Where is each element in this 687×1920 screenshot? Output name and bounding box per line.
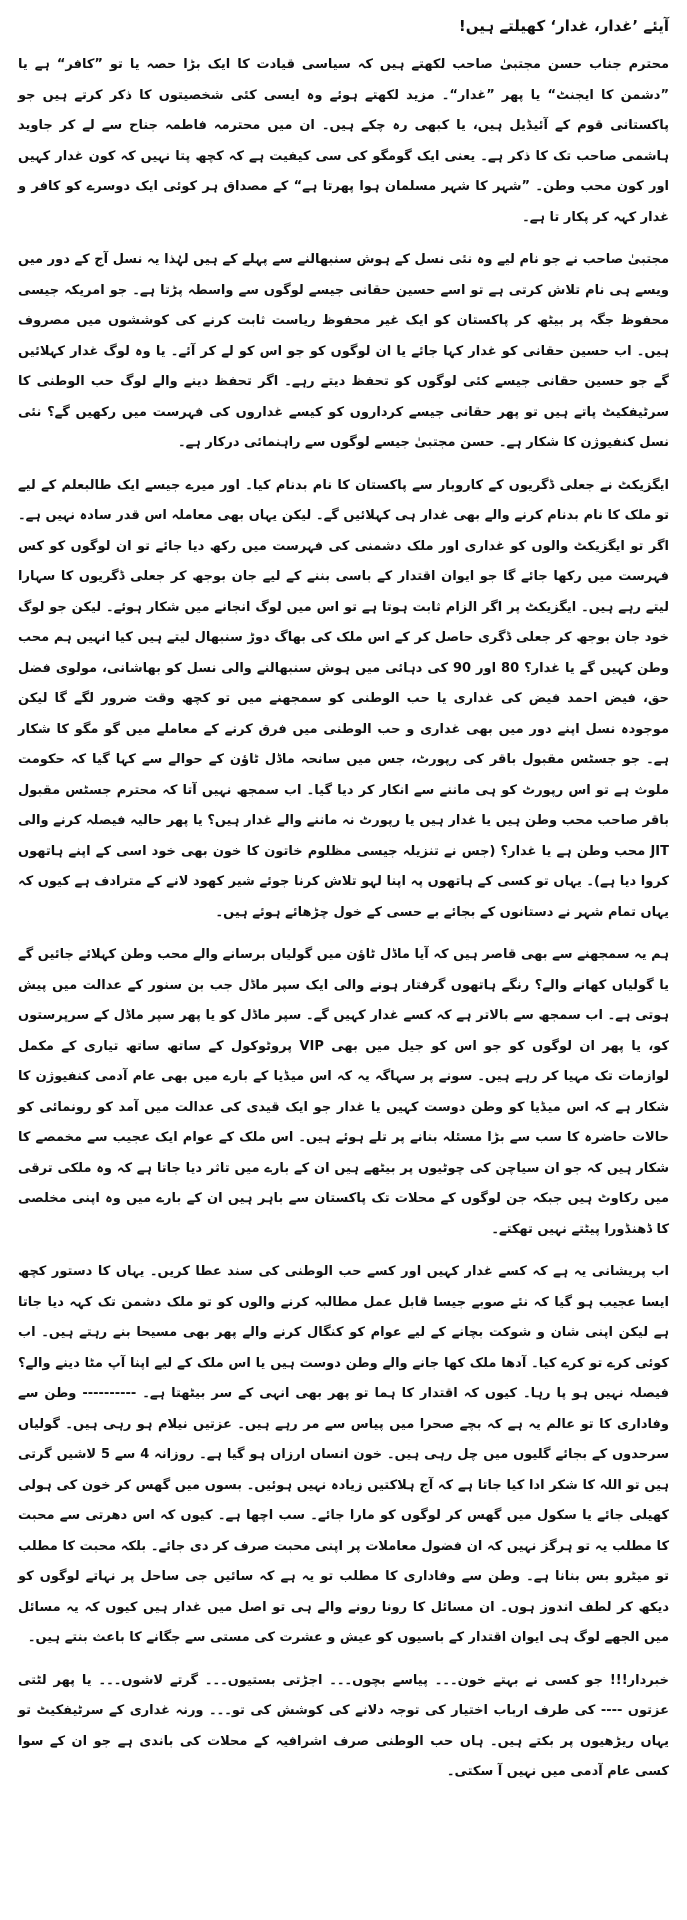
article-paragraph-6: خبردار!!! جو کسی نے بہتے خون۔۔۔ پیاسے بچوں۔۔۔ اجڑتی بستیوں۔۔۔ گرتے لاشوں۔۔۔ یا پھر لٹتی عزتوں ---- کی طرف ارباب اختیار کی توجہ دلانے کی کوشش کی تو۔۔۔ ورنہ غداری کے سرٹیفکیٹ تو یہاں ریڑھیوں پر بکتے ہیں۔ ہاں حب الوطنی صرف اشرافیہ کے محلات کی باندی ہے جو ان کے سوا کسی عام آدمی میں نہیں آ سکتی۔	[18, 1672, 669, 1779]
article-title: آیئے ’غدار، غدار‘ کھیلتے ہیں!	[458, 17, 669, 35]
article-paragraph-5: اب پریشانی یہ ہے کہ کسے غدار کہیں اور کسے حب الوطنی کی سند عطا کریں۔ یہاں کا دستور کچھ ایسا عجیب ہو گیا کہ نئے صوبے جیسا قابل عمل مطالبہ کرنے والوں کو تو ملک دشمن تک کہہ دیا جاتا ہے لیکن اپنی شان و شوکت بچانے کے لیے عوام کو کنگال کرنے والے پھر بھی مسیحا بنے رہتے ہیں۔ اب کوئی کرے تو کرے کیا۔ آدھا ملک کھا جانے والے وطن دوست ہیں یا اس ملک کے لیے اپنا آپ مٹا دینے والے؟ فیصلہ نہیں ہو پا رہا۔ کیوں کہ اقتدار کا ہما تو پھر بھی انہی کے سر بیٹھتا ہے۔ ---------- وطن سے وفاداری کا تو عالم یہ ہے کہ بچے صحرا میں پیاس سے مر رہے ہیں۔ عزتیں نیلام ہو رہی ہیں۔ گولیاں سرحدوں کے بجائے گلیوں میں چل رہی ہیں۔ خون انساں ارزاں ہو گیا ہے۔ روزانہ 4 سے 5 لاشیں گرتی ہیں تو اللہ کا شکر ادا کیا جاتا ہے کہ آج ہلاکتیں زیادہ نہیں ہوئیں۔ بسوں میں گھس کر خون کی ہولی کھیلی جائے یا سکول میں گھس کر لوگوں کو مارا جائے۔ سب اچھا ہے۔ کیوں کہ اس دھرتی سے محبت کا مطلب یہ تو ہرگز نہیں کہ ان فضول معاملات پر اپنی محبت صرف کر دی جائے۔ بلکہ محبت کا مطلب تو میٹرو بس بنانا ہے۔ وطن سے وفاداری کا مطلب تو یہ ہے کہ سائیں جی ساحل پر نہاتے لوگوں کو دیکھ کر لطف اندوز ہوں۔ ان مسائل کا رونا رونے والے ہی تو اصل میں غدار ہیں کیوں کہ یہ مسائل میں الجھے لوگ ہی ایوان اقتدار کے باسیوں کو عیش و عشرت کی مستی سے جگانے کا باعث بنتے ہیں۔	[18, 1264, 670, 1645]
article-paragraph-2: مجتبیٰ صاحب نے جو نام لیے وہ نئی نسل کے ہوش سنبھالنے سے پہلے کے ہیں لہٰذا یہ نسل آج کے دور میں ویسے ہی نام تلاش کرتی ہے تو اسے حسین حقانی جیسے لوگوں سے واسطہ پڑتا ہے۔ جو امریکہ جیسی محفوظ جگہ پر بیٹھ کر پاکستان کو ایک غیر محفوظ ریاست ثابت کرنے کی کوششوں میں مصروف ہیں۔ اب حسین حقانی کو غدار کہا جائے یا ان لوگوں کو جو اس کو لے کر آئے۔ یا وہ لوگ غدار کہلائیں گے جو حسین حقانی جیسے کئی لوگوں کو تحفظ دیتے رہے۔ اگر تحفظ دینے والے لوگ حب الوطنی کا سرٹیفکیٹ پاتے ہیں تو پھر حقانی جیسے کرداروں کو کیسے غداروں کی فہرست میں رکھیں گے؟ نئی نسل کنفیوژن کا شکار ہے۔ حسن مجتبیٰ جیسے لوگوں سے راہنمائی درکار ہے۔	[18, 252, 669, 450]
article-paragraph-1: محترم جناب حسن مجتبیٰ صاحب لکھتے ہیں کہ سیاسی قیادت کا ایک بڑا حصہ یا تو ”کافر“ ہے یا ”دشمن کا ایجنٹ“ یا پھر ”غدار“۔ مزید لکھتے ہوئے وہ ایسی کئی شخصیتوں کا ذکر کرتے ہیں جو پاکستانی قوم کے آئیڈیل ہیں، یا کبھی رہ چکے ہیں۔ ان میں محترمہ فاطمہ جناح سے لے کر جاوید ہاشمی صاحب تک کا ذکر ہے۔ یعنی ایک گومگو کی سی کیفیت ہے کہ کچھ پتا نہیں کہ کون غدار کہیں اور کون محب وطن۔ ”شہر کا شہر مسلمان ہوا پھرتا ہے“ کے مصداق ہر کوئی ایک دوسرے کو کافر و غدار کہہ کر پکار تا ہے۔	[18, 57, 669, 225]
article-paragraph-3: ایگزیکٹ نے جعلی ڈگریوں کے کاروبار سے پاکستان کا نام بدنام کیا۔ اور میرے جیسے ایک طالبعلم کے لیے تو ملک کا نام بدنام کرنے والے بھی غدار ہی کہلائیں گے۔ لیکن یہاں بھی معاملہ اس قدر سادہ نہیں ہے۔ اگر تو ایگزیکٹ والوں کو غداری اور ملک دشمنی کی فہرست میں رکھ دیا جائے تو ان لوگوں کو کس فہرست میں رکھا جائے گا جو ایوان اقتدار کے باسی بننے کے لیے جان بوجھ کر جعلی ڈگریوں کا سہارا لیتے رہے ہیں۔ ایگزیکٹ پر اگر الزام ثابت ہوتا ہے تو اس میں لوگ انجانے میں شکار ہوئے۔ لیکن جو لوگ خود جان بوجھ کر جعلی ڈگری حاصل کر کے اس ملک کی بھاگ دوڑ سنبھال لیتے ہیں کیا انہیں ہم محب وطن کہیں گے یا غدار؟ 80 اور 90 کی دہائی میں ہوش سنبھالنے والی نسل کو بھاشانی، مولوی فضل حق، فیض احمد فیض کی غداری یا حب الوطنی کو سمجھنے میں تو کچھ وقت ضرور لگے گا لیکن موجودہ نسل اپنے دور میں بھی غداری و حب الوطنی میں فرق کرنے کے معاملے میں گو مگو کا شکار ہے۔ جو جسٹس مقبول باقر کی رپورٹ، جس میں سانحہ ماڈل ٹاؤن کے حوالے سے کہا گیا کہ حکومت ملوث ہے تو اس رپورٹ کو ہی ماننے سے انکار کر دیا گیا۔ اب سمجھ نہیں آتا کہ محترم جسٹس مقبول باقر صاحب محب وطن ہیں یا غدار ہیں یا رپورٹ نہ ماننے والے غدار ہیں؟ یا پھر حالیہ فیصلہ کرنے والی JIT محب وطن ہے یا غدار؟ (جس نے تنزیلہ جیسی مظلوم خاتون کا خون بھی خود اسی کے اپنے ہاتھوں کروا دیا ہے)۔ یہاں تو کسی کے ہاتھوں پہ اپنا لہو تلاش کرنا جوئے شیر کھود لانے کے مترادف ہے کیوں کہ یہاں تمام شہر نے دستانوں کے بجائے بے حسی کے خول چڑھائے ہوئے ہیں۔	[18, 477, 669, 920]
article-paragraph-4: ہم یہ سمجھنے سے بھی قاصر ہیں کہ آیا ماڈل ٹاؤن میں گولیاں برسانے والے محب وطن کہلائے جائیں گے یا گولیاں کھانے والے؟ رنگے ہاتھوں گرفتار ہونے والی ایک سپر ماڈل جب بن سنور کے عدالت میں پیش ہوتی ہے۔ اب سمجھ سے بالاتر ہے کہ کسے غدار کہیں گے۔ سپر ماڈل کو یا پھر سپر ماڈل کے سرپرستوں کو، یا پھر ان لوگوں کو جو اس کو جیل میں بھی VIP پروٹوکول کے ساتھ ساتھ تیاری کے مکمل لوازمات تک مہیا کر رہے ہیں۔ سونے پر سہاگہ یہ کہ اس میڈیا کے بارے میں بھی عام آدمی کنفیوژن کا شکار ہے کہ اس میڈیا کو وطن دوست کہیں یا غدار جو ایک قیدی کی عدالت میں آمد کو رونمائی کو حالات حاضرہ کا سب سے بڑا مسئلہ بنانے پر تلے ہوئے ہیں۔ اس ملک کے عوام ایک عجیب سے مخمصے کا شکار ہیں کہ جو ان سیاچن کی چوٹیوں پر بیٹھے ہیں ان کے بارے میں تاثر دیا جاتا ہے کہ وہ ملکی ترقی میں رکاوٹ ہیں جبکہ جن لوگوں کے محلات تک پاکستان سے باہر ہیں ان کے بارے میں وہ اپنی مخلصی کا ڈھنڈورا پیٹتے نہیں تھکتے۔	[18, 947, 669, 1237]
